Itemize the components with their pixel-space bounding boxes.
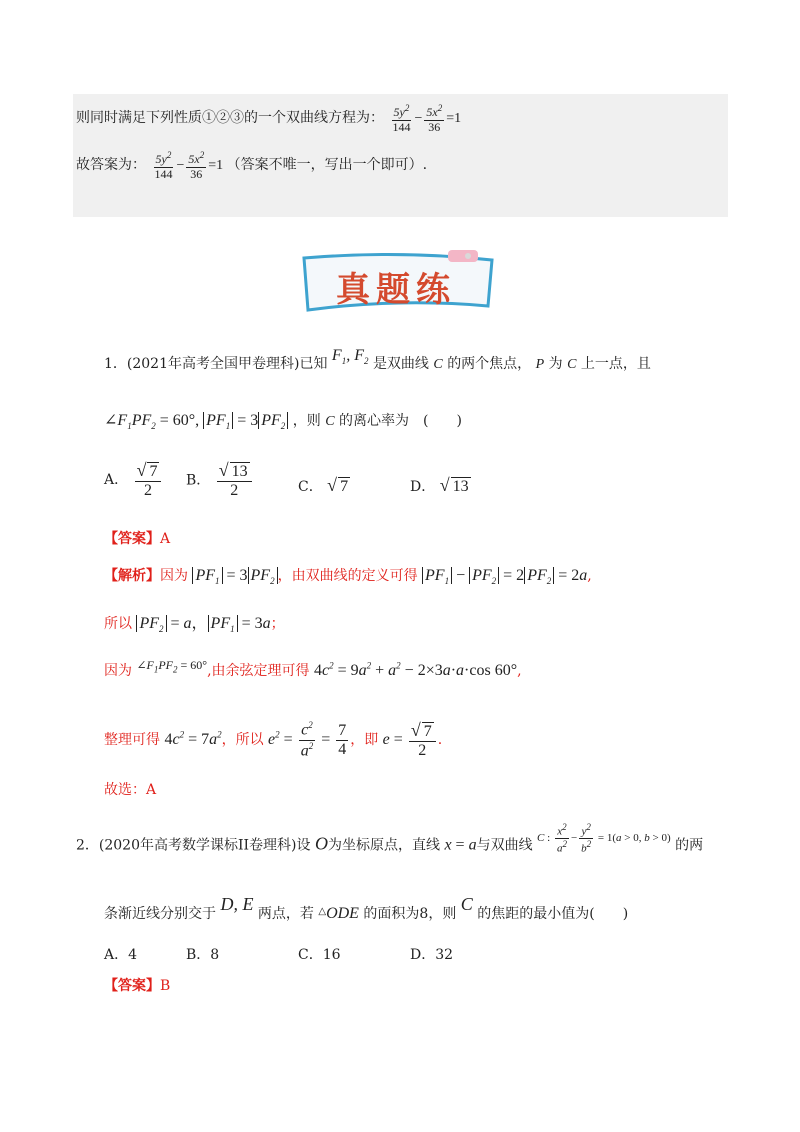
q2-option-d[interactable]: D．32 [410, 947, 454, 963]
prop-text: 则同时满足下列性质①②③的一个双曲线方程为： [76, 110, 384, 127]
q1-solution-line2: 所以 $PF_2 = a$， $PF_1 = 3a$； [104, 615, 285, 635]
q2-line1: 2．(2020年高考数学课标II卷理科)设 O为坐标原点，直线 x = a与双曲线 $^{C : \frac{x^2}{a^2} - \frac{y^2}{b^2} = 1(a > 0, b > 0)}$ 的两 [76, 822, 704, 855]
q1-solution-line1: 【解析】因为 $PF_1 = 3$ $PF_2$ ，由双曲线的定义可得 $PF_1 - PF_2 = 2$ $PF_2 = 2a$, [104, 567, 592, 587]
q1-pick: 故选：A [104, 782, 157, 798]
q1-solution-line4: 整理可得 $4c^2 = 7a^2$，所以 $e^2$ = $\frac{c^2}{a^2}$ = $\frac{7}{4}$ ，即 e = $\frac{√ 7}{2}$ . [104, 720, 443, 760]
q1-answer: 【答案】A [104, 531, 171, 547]
option-a[interactable]: A． $\frac{√ 7}{2}$ [104, 472, 163, 488]
q2-option-b[interactable]: B．8 [186, 947, 220, 963]
option-d[interactable]: D． √ 13 [410, 475, 469, 495]
answer-line: 故答案为： $\frac{5y^2}{144}$ − $\frac{5x^2}{36}$ =1 （答案不唯一，写出一个即可）. [76, 150, 428, 181]
option-c[interactable]: C． √ 7 [298, 475, 349, 495]
q1-line2: $\angle F_1PF_2 = 60^\circ$, $PF_1 = 3$ $PF_2$ ，则 C 的离心率为 ( ) [104, 412, 462, 432]
q1-line1: 1．(2021年高考全国甲卷理科)已知 $F_1$, $F_2$ 是双曲线 C 的两个焦点， P 为 C 上一点，且 [104, 347, 651, 372]
option-b[interactable]: B． $\frac{√ 13}{2}$ [186, 460, 254, 501]
hyperbola-equation-2: $\frac{5y^2}{144}$ − $\frac{5x^2}{36}$ =1 [154, 150, 224, 181]
prop-line [76, 103, 461, 135]
section-banner [298, 248, 498, 316]
q2-option-a[interactable]: A．4 [104, 947, 138, 963]
banner-title: 真题练 [336, 270, 456, 310]
hyperbola-equation: $\frac{5y^2}{144}$ − $\frac{5x^2}{36}$ =1 [392, 103, 462, 134]
q1-options [104, 460, 163, 501]
q2-option-c[interactable]: C．16 [298, 947, 341, 963]
q1-solution-line3: 因为 $\angle F_1PF_2 = 60^\circ$,由余弦定理可得 $4c^2 = 9a^2 + a^2 - 2\times 3a\cdot a\cdot\cos$ 60°, [104, 658, 522, 679]
q2-answer: 【答案】B [104, 978, 171, 994]
q2-line2: 条渐近线分别交于 D, E 两点，若 △ODE 的面积为8，则 C 的焦距的最小值为( ) [104, 894, 629, 922]
